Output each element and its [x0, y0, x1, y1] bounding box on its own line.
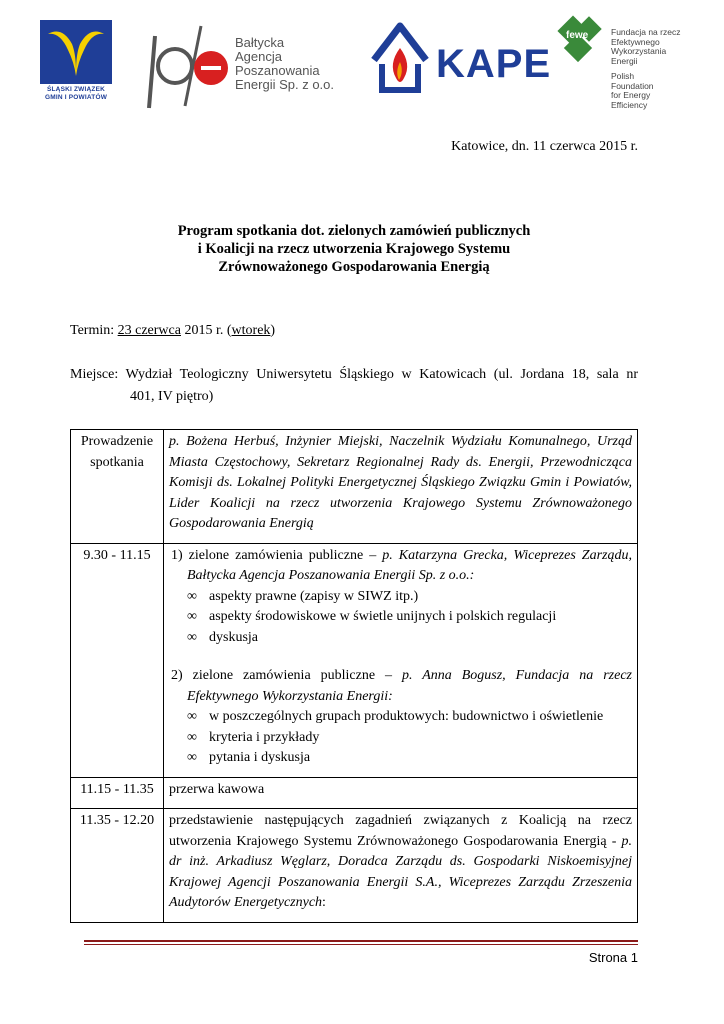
- fewe-logo: [556, 14, 706, 114]
- logo-bar: [0, 12, 724, 112]
- table-row: [71, 777, 638, 809]
- fewe-en1: Polish: [611, 71, 635, 81]
- slaski-zwiazek-logo: [40, 20, 112, 106]
- infinity-bullet-icon: ∞: [187, 729, 197, 745]
- document-date: Katowice, dn. 11 czerwca 2015 r.: [451, 139, 638, 154]
- kape-wordmark: KAPE: [436, 42, 552, 86]
- document-title: [70, 222, 638, 276]
- fewe-pl1: Fundacja na rzecz: [611, 27, 681, 37]
- title-line2: i Koalicji na rzecz utworzenia Krajowego Systemu: [197, 241, 511, 257]
- kape-mark-icon: [368, 20, 432, 96]
- slaski-caption-line1: ŚLĄSKI ZWIĄZEK: [46, 86, 106, 93]
- coalition-cell: [164, 809, 638, 923]
- term-close: ): [270, 323, 276, 338]
- bape-line4: Energii Sp. z o.o.: [235, 77, 334, 92]
- place-line2: 401, IV piętro): [130, 389, 214, 404]
- host-label-cell: [71, 430, 164, 544]
- infinity-bullet-icon: ∞: [187, 588, 197, 604]
- agenda-item-1: [169, 546, 632, 587]
- bape-line2: Agencja: [235, 49, 282, 64]
- fewe-pl3: Wykorzystania: [611, 46, 667, 56]
- bullet-text: aspekty środowiskowe w świetle unijnych i polskich regulacji: [209, 609, 557, 624]
- agenda-item-2: [169, 666, 632, 707]
- bullet-text: pytania i dyskusja: [209, 750, 311, 765]
- coalition-topic: przedstawienie następujących zagadnień związanych z Koalicją na rzecz utworzenia Krajowego Systemu Zrównoważonego Gospodarowania Energią -: [169, 813, 632, 849]
- bullet-item: [169, 607, 632, 628]
- slaski-caption-line2: GMIN I POWIATÓW: [44, 94, 108, 101]
- fewe-pl4: Energii: [611, 55, 638, 66]
- term-year: 2015 r. (: [180, 323, 232, 338]
- infinity-bullet-icon: ∞: [187, 629, 197, 645]
- agenda-item-2-speaker: p. Anna Bogusz, Fundacja na rzecz Efektywnego Wykorzystania Energii:: [187, 668, 632, 704]
- time-cell: 11.15 - 11.35: [71, 777, 164, 809]
- fewe-mark-lettering: fewe: [566, 30, 589, 41]
- bullet-item: [169, 748, 632, 769]
- table-row: [71, 809, 638, 923]
- fewe-pl2: Efektywnego: [611, 36, 660, 47]
- host-description: p. Bożena Herbuś, Inżynier Miejski, Naczelnik Wydziału Komunalnego, Urząd Miasta Częstochowy, Sekretarz Regionalnej Rady ds. Energii, Przewodnicząca Komisji ds. Lokalnej Polityki Energetycznej Śląskiego Związku Gmin i Powiatów, Lider Koalicji na rzecz utworzenia Krajowego Systemu Zrównoważonego Gospodarowania Energią: [169, 434, 632, 531]
- host-label-line1: Prowadzenie: [80, 434, 154, 449]
- place-line1: Miejsce: Wydział Teologiczny Uniwersytetu Śląskiego w Katowicach (ul. Jordana 18, sala nr: [70, 367, 638, 382]
- bullet-text: w poszczególnych grupach produktowych: budownictwo i oświetlenie: [209, 709, 604, 724]
- meeting-place: [70, 364, 638, 408]
- fewe-mark-icon: [556, 14, 608, 66]
- fewe-en3: for Energy: [611, 90, 651, 100]
- coalition-colon: :: [322, 895, 326, 910]
- bullet-item: [169, 707, 632, 728]
- title-line3: Zrównoważonego Gospodarowania Energią: [218, 259, 490, 275]
- page-number: Strona 1: [588, 950, 638, 965]
- bullet-item: [169, 587, 632, 608]
- bape-line3: Poszanowania: [235, 63, 320, 78]
- bullet-item: [169, 628, 632, 649]
- table-row: [71, 543, 638, 777]
- slaski-shield-icon: [40, 20, 112, 84]
- host-description-cell: [164, 430, 638, 544]
- title-line1: Program spotkania dot. zielonych zamówień publicznych: [177, 223, 531, 239]
- agenda-item-1-speaker: p. Katarzyna Grecka, Wiceprezes Zarządu, Bałtycka Agencja Poszanowania Energii Sp. z o.o.:: [187, 547, 632, 583]
- infinity-bullet-icon: ∞: [187, 750, 197, 765]
- agenda-item-1-topic: 1) zielone zamówienia publiczne –: [171, 547, 383, 563]
- bullet-text: aspekty prawne (zapisy w SIWZ itp.): [209, 588, 419, 604]
- term-date: 23 czerwca: [117, 323, 181, 338]
- table-row: [71, 430, 638, 544]
- term-day: wtorek: [231, 323, 271, 338]
- fewe-en2: Foundation: [611, 80, 654, 91]
- footer-rule-thin: [84, 944, 638, 945]
- host-label-line2: spotkania: [90, 454, 144, 470]
- bape-logo: [145, 16, 345, 112]
- meeting-term: [70, 323, 275, 339]
- time-cell: 9.30 - 11.15: [71, 543, 164, 777]
- bullet-item: [169, 728, 632, 749]
- bullet-text: dyskusja: [209, 629, 258, 645]
- session-cell: [164, 543, 638, 777]
- term-label: Termin:: [70, 323, 118, 338]
- infinity-bullet-icon: ∞: [187, 609, 197, 624]
- bullet-text: kryteria i przykłady: [209, 729, 320, 745]
- bape-mark-icon: [145, 16, 231, 112]
- coalition-speaker: p. dr inż. Arkadiusz Węglarz, Doradca Zarządu ds. Gospodarki Niskoemisyjnej Krajowej Agencji Poszanowania Energii S.A., Wiceprezes Zarządu Zrzeszenia Audytorów Energetycznych: [169, 833, 632, 910]
- program-table: [70, 429, 638, 923]
- kape-logo: [368, 20, 552, 100]
- break-cell: przerwa kawowa: [164, 777, 638, 809]
- fewe-en4: Efficiency: [611, 99, 648, 110]
- bape-line1: Bałtycka: [235, 35, 285, 50]
- agenda-item-2-topic: 2) zielone zamówienia publiczne –: [171, 668, 402, 683]
- footer-rule: [84, 940, 638, 942]
- infinity-bullet-icon: ∞: [187, 709, 197, 724]
- time-cell: 11.35 - 12.20: [71, 809, 164, 923]
